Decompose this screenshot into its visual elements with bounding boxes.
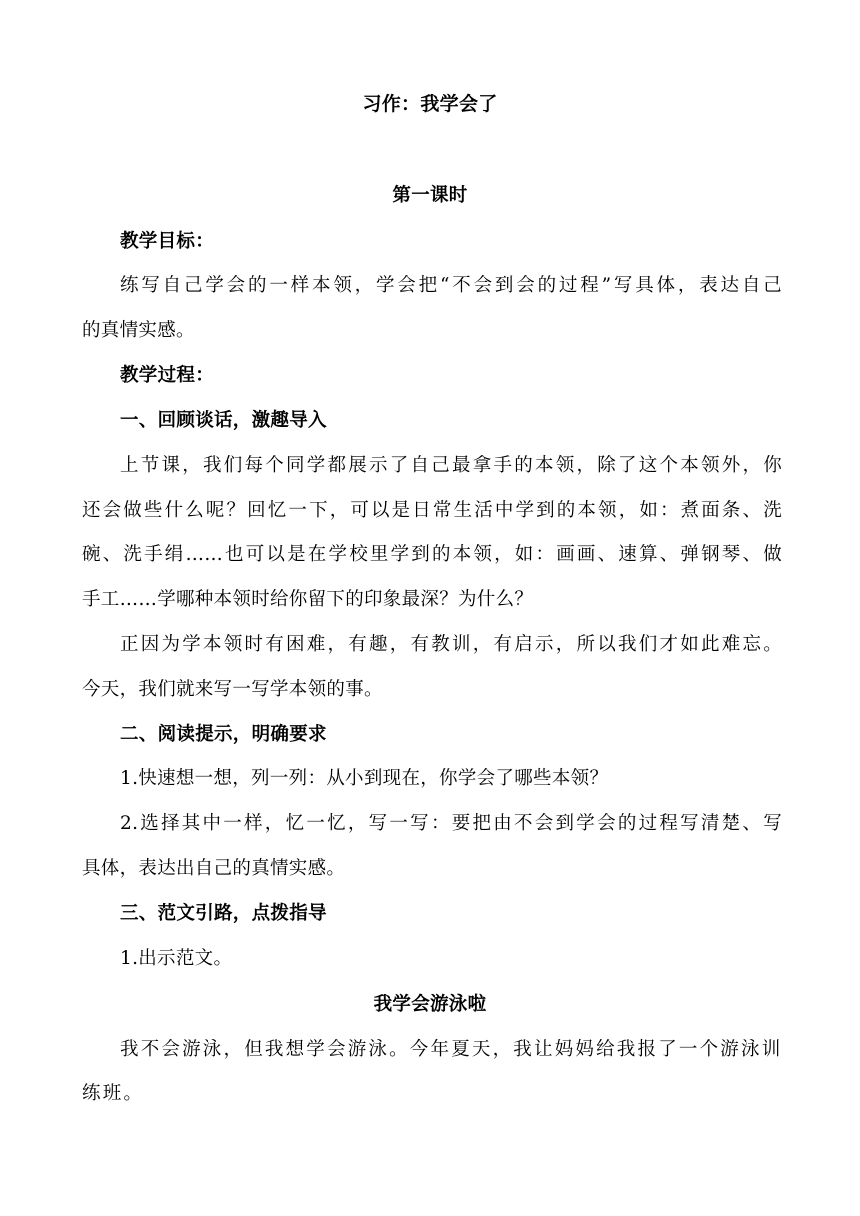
section-2-item-1: 1.快速想一想，列一列：从小到现在，你学会了哪些本领？ [120,768,609,789]
example-text-line-2: 练班。 [82,1083,145,1104]
objectives-text-line-2: 的真情实感。 [82,320,195,341]
section-2-heading: 二、阅读提示，明确要求 [120,724,327,745]
process-heading: 教学过程： [120,365,215,386]
example-title: 我学会游泳啦 [373,994,487,1015]
section-3-item-1: 1.出示范文。 [120,948,233,969]
objectives-heading: 教学目标： [120,231,215,252]
lesson-heading: 第一课时 [392,185,468,206]
section-1-paragraph-1-line-4: 手工……学哪种本领时给你留下的印象最深？为什么？ [82,589,534,610]
document-title: 习作：我学会了 [362,93,498,115]
section-1-paragraph-2-line-1: 正因为学本领时有困难，有趣，有教训，有启示，所以我们才如此难忘。 [120,634,782,655]
section-1-heading: 一、回顾谈话，激趣导入 [120,410,327,431]
objectives-text-line-1: 练写自己学会的一样本领，学会把“不会到会的过程”写具体，表达自己 [120,275,782,296]
section-1-paragraph-2-line-2: 今天，我们就来写一写学本领的事。 [82,679,383,700]
section-1-paragraph-1-line-2: 还会做些什么呢？回忆一下，可以是日常生活中学到的本领，如：煮面条、洗 [82,500,782,521]
section-2-item-2-line-1: 2.选择其中一样，忆一忆，写一写：要把由不会到学会的过程写清楚、写 [120,813,782,834]
section-2-item-2-line-2: 具体，表达出自己的真情实感。 [82,858,346,879]
section-1-paragraph-1-line-1: 上节课，我们每个同学都展示了自己最拿手的本领，除了这个本领外，你 [120,455,782,476]
section-1-paragraph-1-line-3: 碗、洗手绢……也可以是在学校里学到的本领，如：画画、速算、弹钢琴、做 [82,544,782,565]
section-3-heading: 三、范文引路，点拨指导 [120,903,327,924]
example-text-line-1: 我不会游泳，但我想学会游泳。今年夏天，我让妈妈给我报了一个游泳训 [120,1039,783,1060]
